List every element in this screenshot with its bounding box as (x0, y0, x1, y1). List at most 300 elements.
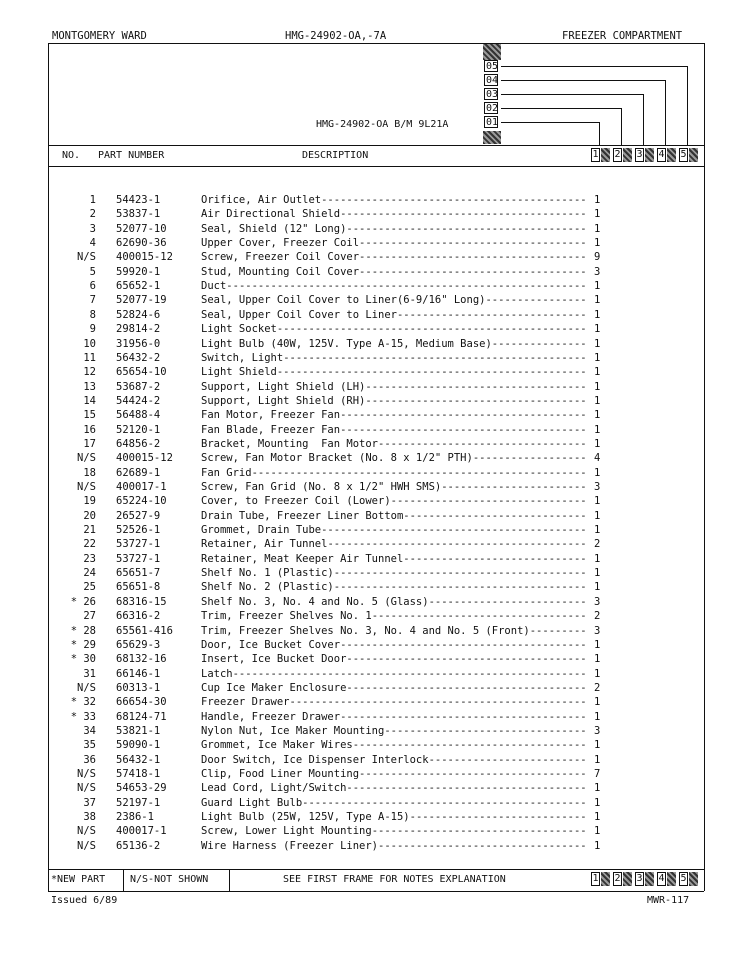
part-number: 52120-1 (116, 423, 161, 436)
leader-dashes: ------------------------------------- (352, 739, 587, 752)
part-quantity: 9 (594, 251, 601, 264)
header-rule (48, 43, 704, 44)
part-quantity: 1 (594, 380, 601, 393)
figure-col-hatch (623, 148, 632, 162)
part-description-text: Stud, Mounting Coil Cover (201, 265, 360, 278)
part-row (0, 796, 700, 810)
part-ref-no: 1 (89, 194, 96, 206)
figure-col-box: 5 (680, 873, 687, 884)
part-ref-no: N/S (77, 839, 96, 852)
part-ref-no: 7 (89, 294, 96, 307)
part-description (201, 193, 587, 207)
part-description (201, 265, 587, 279)
brand-name: MONTGOMERY WARD (52, 30, 147, 42)
part-number: 59920-1 (116, 265, 161, 278)
part-quantity: 1 (594, 739, 601, 752)
part-row (0, 767, 700, 781)
part-number: 26527-9 (116, 509, 161, 522)
part-description (201, 695, 587, 709)
part-description-text: Door, Ice Bucket Cover (201, 638, 341, 651)
leader-dashes: --------------------------------------- (340, 423, 587, 436)
part-row (0, 451, 700, 465)
part-number: 31956-0 (116, 337, 161, 350)
part-ref-no: 12 (83, 366, 96, 379)
part-description (201, 437, 587, 451)
part-description (201, 394, 587, 408)
leader-dashes: --------------------------------------------- (302, 796, 587, 809)
part-description-text: Cup Ice Maker Enclosure (201, 681, 347, 694)
part-quantity: 4 (594, 452, 601, 465)
part-description (201, 724, 587, 738)
connector-05-drop (687, 66, 688, 146)
part-row (0, 293, 700, 307)
part-description-text: Retainer, Meat Keeper Air Tunnel (201, 552, 404, 565)
part-row (0, 236, 700, 250)
part-description-text: Cover, to Freezer Coil (Lower) (201, 495, 391, 508)
part-number: 53837-1 (116, 208, 161, 221)
model-number: HMG-24902-OA,-7A (285, 30, 387, 42)
part-description (201, 322, 587, 336)
figure-col-box: 5 (680, 149, 687, 160)
leader-dashes: --------------- (491, 337, 587, 350)
part-quantity: 1 (594, 437, 601, 450)
part-row (0, 351, 700, 365)
part-ref-no: 25 (83, 581, 96, 594)
leader-dashes: ----------------------------------------------------- (251, 466, 587, 479)
part-ref-no: N/S (77, 452, 96, 465)
part-number: 53727-1 (116, 538, 161, 551)
leader-dashes: --------- (529, 624, 587, 637)
part-description-text: Seal, Shield (12" Long) (201, 222, 347, 235)
part-ref-no: 27 (83, 610, 96, 623)
part-row (0, 250, 700, 264)
part-number: 56432-2 (116, 351, 161, 364)
part-ref-no: 15 (83, 409, 96, 422)
part-number: 400017-1 (116, 481, 167, 493)
part-quantity: 1 (594, 782, 601, 795)
part-number: 52077-10 (116, 222, 167, 235)
part-number: 59090-1 (116, 739, 161, 752)
part-ref-no: 9 (89, 323, 96, 336)
part-number: 52526-1 (116, 524, 161, 537)
part-number: 52077-19 (116, 294, 167, 307)
leader-dashes: ---------------- (485, 294, 587, 307)
part-quantity: 1 (594, 337, 601, 350)
part-description (201, 380, 587, 394)
part-description (201, 667, 587, 681)
part-description-text: Wire Harness (Freezer Liner) (201, 839, 379, 852)
figure-col-hatch (689, 148, 698, 162)
part-quantity: 1 (594, 825, 601, 838)
part-quantity: 1 (594, 811, 601, 824)
version-hatch-top (483, 44, 501, 60)
part-row (0, 552, 700, 566)
part-ref-no: 6 (89, 280, 96, 293)
part-ref-no: 34 (83, 724, 96, 737)
part-quantity: 3 (594, 595, 601, 608)
part-row (0, 408, 700, 422)
leader-dashes: --------------------------------------- (340, 710, 587, 723)
part-description (201, 423, 587, 437)
version-box: 01 (486, 117, 499, 128)
part-description-text: Fan Grid (201, 466, 252, 479)
part-row (0, 609, 700, 623)
part-description-text: Nylon Nut, Ice Maker Mounting (201, 724, 385, 737)
part-description (201, 624, 587, 638)
part-quantity: 1 (594, 581, 601, 594)
part-description-text: Retainer, Air Tunnel (201, 538, 328, 551)
leader-dashes: ------------------------------------ (359, 265, 587, 278)
part-ref-no: * 26 (70, 595, 96, 608)
connector-03-drop (643, 94, 644, 146)
leader-dashes: ------------------------------ (396, 308, 587, 321)
part-row (0, 394, 700, 408)
part-number: 54424-2 (116, 394, 161, 407)
part-number: 66654-30 (116, 696, 167, 709)
part-quantity: 1 (594, 423, 601, 436)
leader-dashes: --------------------------------------------------------- (226, 280, 587, 293)
part-description-text: Duct (201, 280, 227, 293)
part-description (201, 710, 587, 724)
column-no: NO. (62, 150, 81, 161)
connector-02-drop (621, 108, 622, 146)
leader-dashes: ---------------------------------------- (333, 567, 587, 580)
footer-bottom-rule (48, 891, 704, 892)
part-description-text: Fan Blade, Freezer Fan (201, 423, 341, 436)
part-number: 65651-7 (116, 567, 161, 580)
part-description (201, 293, 587, 307)
part-description (201, 494, 587, 508)
part-number: 65651-8 (116, 581, 161, 594)
part-row (0, 753, 700, 767)
part-description (201, 207, 587, 221)
figure-col-box: 3 (636, 873, 643, 884)
part-number: 65136-2 (116, 839, 161, 852)
part-description-text: Screw, Freezer Coil Cover (201, 251, 360, 264)
part-ref-no: 22 (83, 538, 96, 551)
part-ref-no: 24 (83, 567, 96, 580)
leader-dashes: ----------------------------------------- (327, 538, 587, 551)
part-ref-no: 38 (83, 811, 96, 824)
leader-dashes: -------------------------------- (384, 724, 587, 737)
part-description-text: Light Shield (201, 366, 277, 379)
part-ref-no: * 29 (70, 638, 96, 651)
part-number: 68316-15 (116, 595, 167, 608)
connector-05 (501, 66, 687, 67)
part-row (0, 322, 700, 336)
part-description (201, 552, 587, 566)
part-description (201, 580, 587, 594)
part-description (201, 351, 587, 365)
leader-dashes: ------------------------------------ (359, 237, 587, 250)
part-row (0, 738, 700, 752)
part-description (201, 537, 587, 551)
page-code: MWR-117 (647, 895, 690, 906)
part-description-text: Clip, Food Liner Mounting (201, 768, 360, 780)
part-description-text: Support, Light Shield (RH) (201, 394, 366, 407)
footer-divider-1 (123, 869, 124, 891)
part-ref-no: 35 (83, 739, 96, 752)
part-description (201, 480, 587, 494)
part-number: 52197-1 (116, 796, 161, 809)
part-ref-no: N/S (77, 481, 96, 493)
part-quantity: 3 (594, 481, 601, 493)
part-row (0, 222, 700, 236)
part-row (0, 523, 700, 537)
leader-dashes: --------------------------------- (378, 437, 587, 450)
part-description-text: Light Socket (201, 323, 277, 336)
part-description-text: Orifice, Air Outlet (201, 194, 322, 206)
part-description (201, 250, 587, 264)
leader-dashes: ------------------ (472, 452, 587, 465)
leader-dashes: -------------------------------------- (346, 222, 587, 235)
legend-new-part: *NEW PART (51, 874, 106, 885)
part-row (0, 695, 700, 709)
figure-col-box: 3 (636, 149, 643, 160)
leader-dashes: -------------------------------------- (346, 681, 587, 694)
part-number: 57418-1 (116, 768, 161, 780)
column-header-top-rule (48, 145, 704, 146)
figure-col-box: 1 (592, 873, 599, 884)
figure-col-box: 2 (614, 149, 621, 160)
part-description (201, 681, 587, 695)
part-quantity: 1 (594, 509, 601, 522)
part-row (0, 207, 700, 221)
part-row (0, 480, 700, 494)
leader-dashes: ------------------------- (428, 753, 587, 766)
part-description-text: Trim, Freezer Shelves No. 3, No. 4 and No. 5 (Front) (201, 624, 530, 637)
part-quantity: 1 (594, 366, 601, 379)
part-number: 65629-3 (116, 638, 161, 651)
leader-dashes: ------------------------------------------------- (276, 366, 587, 379)
part-quantity: 1 (594, 567, 601, 580)
leader-dashes: ---------------------------- (409, 811, 587, 824)
part-number: 29814-2 (116, 323, 161, 336)
part-description-text: Screw, Fan Grid (No. 8 x 1/2" HWH SMS) (201, 481, 442, 493)
part-quantity: 2 (594, 681, 601, 694)
part-row (0, 279, 700, 293)
leader-dashes: ------------------------- (428, 595, 587, 608)
part-description-text: Freezer Drawer (201, 696, 290, 709)
part-row (0, 308, 700, 322)
version-box: 03 (486, 89, 499, 100)
part-number: 62690-36 (116, 237, 167, 250)
column-part-number: PART NUMBER (98, 150, 165, 161)
part-description-text: Seal, Upper Coil Cover to Liner (201, 308, 397, 321)
part-row (0, 437, 700, 451)
part-quantity: 1 (594, 524, 601, 537)
part-ref-no: * 32 (70, 696, 96, 709)
leader-dashes: ----------------------------------------------- (289, 696, 587, 709)
part-quantity: 7 (594, 768, 601, 780)
part-description (201, 753, 587, 767)
part-description (201, 523, 587, 537)
part-ref-no: 10 (83, 337, 96, 350)
part-ref-no: N/S (77, 768, 96, 780)
part-description (201, 595, 587, 609)
column-header-bottom-rule (48, 166, 704, 167)
part-row (0, 466, 700, 480)
part-quantity: 1 (594, 237, 601, 250)
part-quantity: 1 (594, 222, 601, 235)
part-description (201, 365, 587, 379)
part-description (201, 839, 587, 853)
part-description-text: Drain Tube, Freezer Liner Bottom (201, 509, 404, 522)
part-description (201, 810, 587, 824)
part-row (0, 624, 700, 638)
part-description (201, 222, 587, 236)
part-description-text: Handle, Freezer Drawer (201, 710, 341, 723)
part-description-text: Fan Motor, Freezer Fan (201, 409, 341, 422)
connector-01-drop (599, 122, 600, 146)
part-number: 53687-2 (116, 380, 161, 393)
figure-col-box: 4 (658, 873, 665, 884)
part-description-text: Support, Light Shield (LH) (201, 380, 366, 393)
connector-04 (501, 80, 665, 81)
part-row (0, 667, 700, 681)
part-ref-no: 8 (89, 308, 96, 321)
part-description (201, 408, 587, 422)
part-quantity: 1 (594, 394, 601, 407)
version-hatch-bottom (483, 131, 501, 144)
part-description-text: Shelf No. 2 (Plastic) (201, 581, 334, 594)
part-number: 52824-6 (116, 308, 161, 321)
leader-dashes: -------------------------------------------------------- (232, 667, 587, 680)
part-row (0, 509, 700, 523)
part-description-text: Screw, Fan Motor Bracket (No. 8 x 1/2" PTH) (201, 452, 473, 465)
part-quantity: 1 (594, 294, 601, 307)
part-description (201, 738, 587, 752)
leader-dashes: ----------------------- (441, 481, 587, 493)
column-description: DESCRIPTION (302, 150, 369, 161)
part-number: 64856-2 (116, 437, 161, 450)
part-description (201, 824, 587, 838)
leader-dashes: ------------------------------- (390, 495, 587, 508)
part-number: 54423-1 (116, 194, 161, 206)
leader-dashes: ------------------------------------------ (321, 194, 587, 206)
leader-dashes: --------------------------------------- (340, 638, 587, 651)
part-number: 65561-416 (116, 624, 173, 637)
figure-col-hatch (645, 872, 654, 886)
notes-reference: SEE FIRST FRAME FOR NOTES EXPLANATION (283, 874, 506, 885)
part-row (0, 681, 700, 695)
part-ref-no: 17 (83, 437, 96, 450)
part-number: 54653-29 (116, 782, 167, 795)
part-ref-no: N/S (77, 681, 96, 694)
part-row (0, 652, 700, 666)
leader-dashes: ----------------------------------- (365, 380, 587, 393)
part-quantity: 1 (594, 667, 601, 680)
part-number: 56488-4 (116, 409, 161, 422)
part-number: 66316-2 (116, 610, 161, 623)
part-ref-no: * 30 (70, 653, 96, 666)
part-ref-no: 13 (83, 380, 96, 393)
leader-dashes: ------------------------------------------------ (283, 351, 587, 364)
section-title: FREEZER COMPARTMENT (562, 30, 683, 42)
part-number: 53727-1 (116, 552, 161, 565)
leader-dashes: --------------------------------- (378, 839, 587, 852)
part-description (201, 796, 587, 810)
part-quantity: 1 (594, 552, 601, 565)
leader-dashes: -------------------------------------- (346, 782, 587, 795)
part-quantity: 3 (594, 624, 601, 637)
figure-col-hatch (667, 872, 676, 886)
part-row (0, 724, 700, 738)
part-number: 65652-1 (116, 280, 161, 293)
leader-dashes: ------------------------------------ (359, 768, 587, 780)
part-ref-no: 2 (89, 208, 96, 221)
part-quantity: 1 (594, 710, 601, 723)
part-ref-no: * 28 (70, 624, 96, 637)
part-number: 53821-1 (116, 724, 161, 737)
part-row (0, 710, 700, 724)
leader-dashes: ---------------------------------- (371, 825, 587, 838)
figure-col-hatch (689, 872, 698, 886)
part-row (0, 595, 700, 609)
part-description (201, 509, 587, 523)
part-description-text: Switch, Light (201, 351, 284, 364)
part-description-text: Grommet, Ice Maker Wires (201, 739, 353, 752)
part-quantity: 2 (594, 610, 601, 623)
part-number: 65654-10 (116, 366, 167, 379)
part-ref-no: N/S (77, 782, 96, 795)
part-description-text: Lead Cord, Light/Switch (201, 782, 347, 795)
part-number: 60313-1 (116, 681, 161, 694)
part-description (201, 279, 587, 293)
leader-dashes: ----------------------------------- (365, 394, 587, 407)
figure-col-hatch (601, 872, 610, 886)
part-ref-no: N/S (77, 251, 96, 264)
part-number: 400017-1 (116, 825, 167, 838)
figure-col-box: 1 (592, 149, 599, 160)
part-description-text: Trim, Freezer Shelves No. 1 (201, 610, 372, 623)
part-number: 62689-1 (116, 466, 161, 479)
part-ref-no: 23 (83, 552, 96, 565)
part-description (201, 236, 587, 250)
part-quantity: 3 (594, 724, 601, 737)
part-ref-no: 3 (89, 222, 96, 235)
part-description-text: Upper Cover, Freezer Coil (201, 237, 360, 250)
leader-dashes: ------------------------------------ (359, 251, 587, 264)
part-quantity: 1 (594, 323, 601, 336)
connector-04-drop (665, 80, 666, 146)
version-box: 04 (486, 75, 499, 86)
part-ref-no: 4 (89, 237, 96, 250)
part-row (0, 566, 700, 580)
part-row (0, 365, 700, 379)
part-quantity: 2 (594, 538, 601, 551)
part-ref-no: N/S (77, 825, 96, 838)
part-row (0, 537, 700, 551)
frame-right (704, 43, 705, 891)
part-quantity: 1 (594, 208, 601, 221)
part-number: 2386-1 (116, 811, 154, 824)
part-number: 400015-12 (116, 251, 173, 264)
part-quantity: 1 (594, 839, 601, 852)
part-quantity: 1 (594, 495, 601, 508)
part-ref-no: 19 (83, 495, 96, 508)
leader-dashes: --------------------------------------- (340, 208, 587, 221)
part-description-text: Insert, Ice Bucket Door (201, 653, 347, 666)
part-row (0, 824, 700, 838)
part-description-text: Bracket, Mounting Fan Motor (201, 437, 379, 450)
part-description-text: Light Bulb (40W, 125V. Type A-15, Medium Base) (201, 337, 492, 350)
part-quantity: 1 (594, 351, 601, 364)
part-quantity: 3 (594, 265, 601, 278)
figure-col-hatch (601, 148, 610, 162)
part-number: 68132-16 (116, 653, 167, 666)
part-quantity: 1 (594, 638, 601, 651)
